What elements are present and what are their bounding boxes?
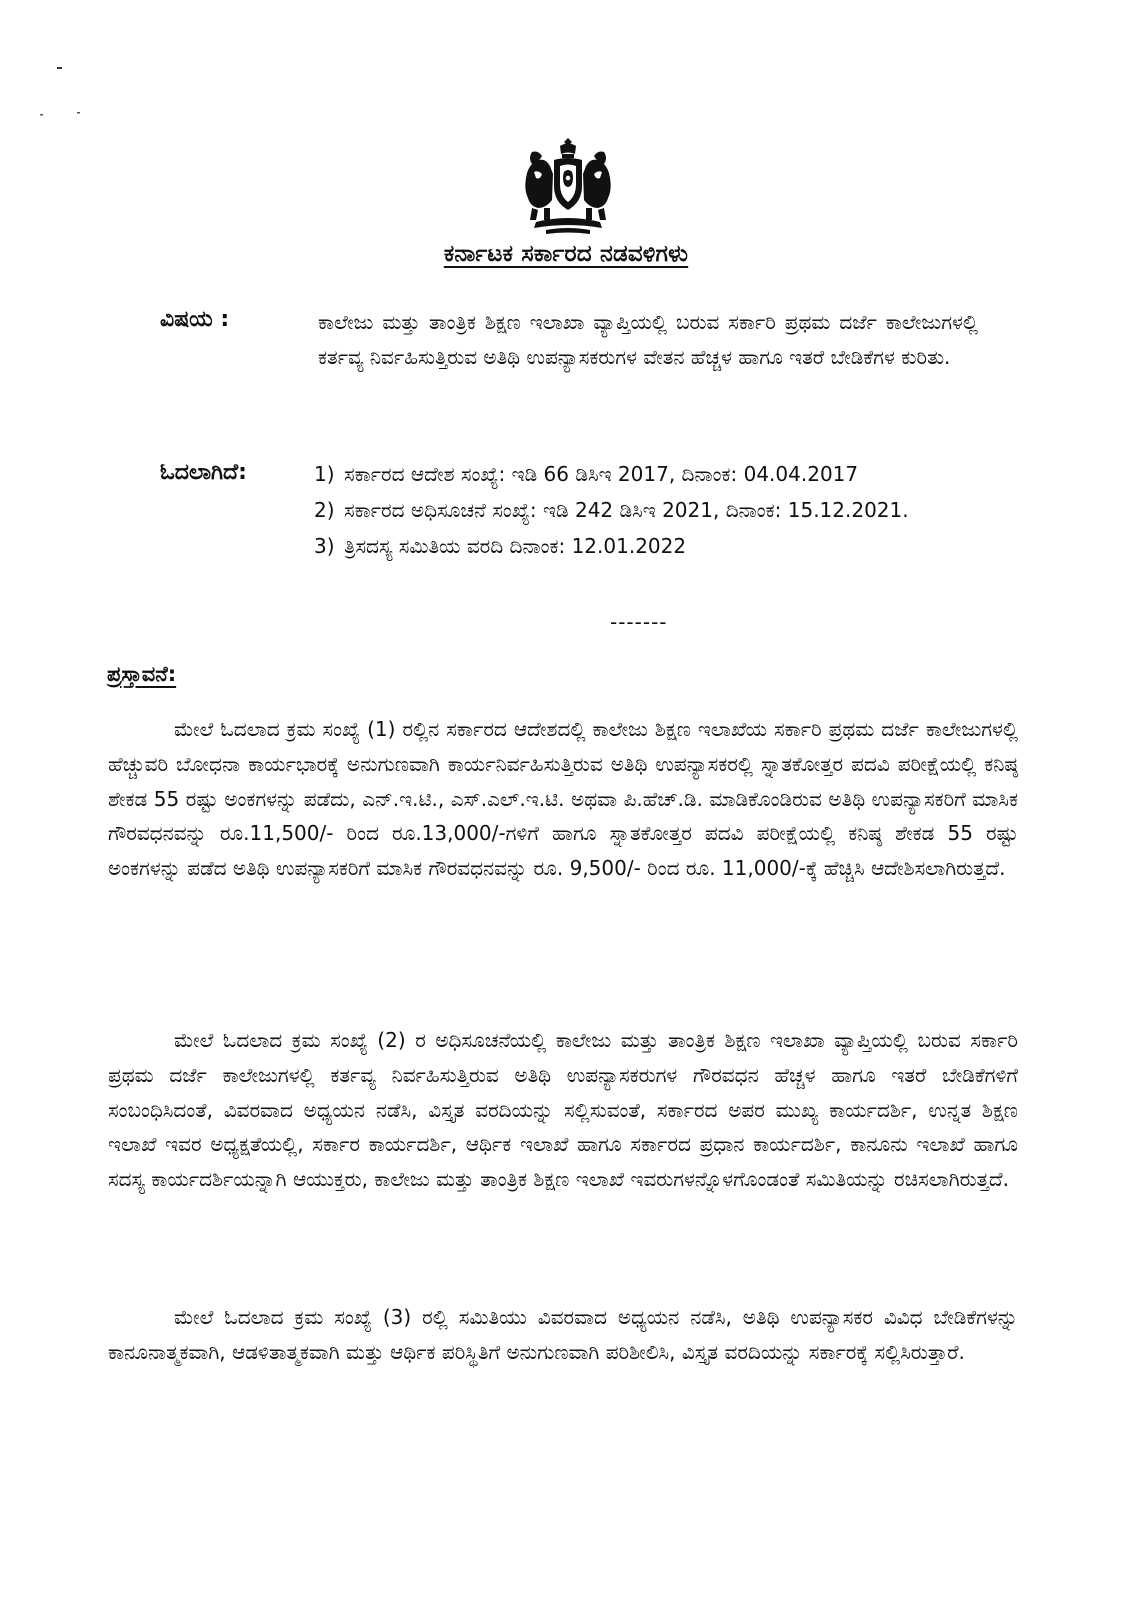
preamble-paragraph-2: ಮೇಲೆ ಓದಲಾದ ಕ್ರಮ ಸಂಖ್ಯೆ (2) ರ ಅಧಿಸೂಚನೆಯಲ್ಲಿ ಕಾಲೇಜು ಮತ್ತು ತಾಂತ್ರಿಕ ಶಿಕ್ಷಣ ಇಲಾಖಾ ವ್ಯಾಪ್ತಿಯಲ್ಲಿ ಬರುವ ಸರ್ಕಾರಿ ಪ್ರಥಮ ದರ್ಜೆ ಕಾಲೇಜುಗಳಲ್ಲಿ ಕರ್ತವ್ಯ ನಿರ್ವಹಿಸುತ್ತಿರುವ ಅತಿಥಿ ಉಪನ್ಯಾಸಕರುಗಳ ಗೌರವಧನ ಹೆಚ್ಚಳ ಹಾಗೂ ಇತರೆ ಬೇಡಿಕೆಗಳಿಗೆ ಸಂಬಂಧಿಸಿದಂತೆ, ವಿವರವಾದ ಅಧ್ಯಯನ ನಡೆಸಿ, ವಿಸ್ತೃತ ವರದಿಯನ್ನು ಸಲ್ಲಿಸುವಂತೆ, ಸರ್ಕಾರದ ಅಪರ ಮುಖ್ಯ ಕಾರ್ಯದರ್ಶಿ, ಉನ್ನತ ಶಿಕ್ಷಣ ಇಲಾಖೆ ಇವರ ಅಧ್ಯಕ್ಷತೆಯಲ್ಲಿ, ಸರ್ಕಾರ ಕಾರ್ಯದರ್ಶಿ, ಆರ್ಥಿಕ ಇಲಾಖೆ ಹಾಗೂ ಸರ್ಕಾರದ ಪ್ರಧಾನ ಕಾರ್ಯದರ್ಶಿ, ಕಾನೂನು ಇಲಾಖೆ ಹಾಗೂ ಸದಸ್ಯ ಕಾರ್ಯದರ್ಶಿಯನ್ನಾಗಿ ಆಯುಕ್ತರು, ಕಾಲೇಜು ಮತ್ತು ತಾಂತ್ರಿಕ ಶಿಕ್ಷಣ ಇಲಾಖೆ ಇವರುಗಳನ್ನೊಳಗೊಂಡಂತೆ ಸಮಿತಿಯನ್ನು ರಚಿಸಲಾಗಿರುತ್ತದೆ. [108, 1028, 1018, 1192]
preamble-paragraph-1: ಮೇಲೆ ಓದಲಾದ ಕ್ರಮ ಸಂಖ್ಯೆ (1) ರಲ್ಲಿನ ಸರ್ಕಾರದ ಆದೇಶದಲ್ಲಿ ಕಾಲೇಜು ಶಿಕ್ಷಣ ಇಲಾಖೆಯ ಸರ್ಕಾರಿ ಪ್ರಥಮ ದರ್ಜೆ ಕಾಲೇಜುಗಳಲ್ಲಿ ಹೆಚ್ಚುವರಿ ಬೋಧನಾ ಕಾರ್ಯಭಾರಕ್ಕೆ ಅನುಗುಣವಾಗಿ ಕಾರ್ಯನಿರ್ವಹಿಸುತ್ತಿರುವ ಅತಿಥಿ ಉಪನ್ಯಾಸಕರಲ್ಲಿ ಸ್ನಾತಕೋತ್ತರ ಪದವಿ ಪರೀಕ್ಷೆಯಲ್ಲಿ ಕನಿಷ್ಠ ಶೇಕಡ 55 ರಷ್ಟು ಅಂಕಗಳನ್ನು ಪಡೆದು, ಎನ್.ಇ.ಟಿ., ಎಸ್.ಎಲ್.ಇ.ಟಿ. ಅಥವಾ ಪಿ.ಹೆಚ್.ಡಿ. ಮಾಡಿಕೊಂಡಿರುವ ಅತಿಥಿ ಉಪನ್ಯಾಸಕರಿಗೆ ಮಾಸಿಕ ಗೌರವಧನವನ್ನು ರೂ.11,500/- ರಿಂದ ರೂ.13,000/-ಗಳಿಗೆ ಹಾಗೂ ಸ್ನಾತಕೋತ್ತರ ಪದವಿ ಪರೀಕ್ಷೆಯಲ್ಲಿ ಕನಿಷ್ಠ ಶೇಕಡ 55 ರಷ್ಟು ಅಂಕಗಳನ್ನು ಪಡೆದ ಅತಿಥಿ ಉಪನ್ಯಾಸಕರಿಗೆ ಮಾಸಿಕ ಗೌರವಧನವನ್ನು ರೂ. 9,500/- ರಿಂದ ರೂ. 11,000/-ಕ್ಕೆ ಹೆಚ್ಚಿಸಿ ಆದೇಶಿಸಲಾಗಿರುತ್ತದೆ. [108, 717, 1018, 881]
reference-number: 2) [314, 498, 335, 522]
references-list [314, 458, 954, 562]
reference-item [314, 494, 954, 526]
preamble-title: ಪ್ರಸ್ತಾವನೆ: [107, 662, 177, 686]
reference-text: ತ್ರಿಸದಸ್ಯ ಸಮಿತಿಯ ವರದಿ ದಿನಾಂಕ: 12.01.2022 [344, 534, 687, 558]
reference-number: 3) [314, 534, 335, 558]
references-label: ಓದಲಾಗಿದೆ: [160, 460, 247, 485]
reference-text: ಸರ್ಕಾರದ ಅಧಿಸೂಚನೆ ಸಂಖ್ಯೆ: ಇಡಿ 242 ಡಿಸಿಇ 2021, ದಿನಾಂಕ: 15.12.2021. [344, 498, 909, 522]
karnataka-state-emblem-icon [520, 138, 616, 238]
reference-item [314, 530, 954, 562]
document-heading [0, 241, 1132, 267]
subject-text: ಕಾಲೇಜು ಮತ್ತು ತಾಂತ್ರಿಕ ಶಿಕ್ಷಣ ಇಲಾಖಾ ವ್ಯಾಪ್ತಿಯಲ್ಲಿ ಬರುವ ಸರ್ಕಾರಿ ಪ್ರಥಮ ದರ್ಜೆ ಕಾಲೇಜುಗಳಲ್ಲಿ ಕರ್ತವ್ಯ ನಿರ್ವಹಿಸುತ್ತಿರುವ ಅತಿಥಿ ಉಪನ್ಯಾಸಕರುಗಳ ವೇತನ ಹೆಚ್ಚಳ ಹಾಗೂ ಇತರೆ ಬೇಡಿಕೆಗಳ ಕುರಿತು. [318, 310, 978, 369]
scan-speck-marks [30, 60, 100, 130]
reference-number: 1) [314, 462, 335, 486]
document-heading-text: ಕರ್ನಾಟಕ ಸರ್ಕಾರದ ನಡವಳಿಗಳು [443, 241, 689, 267]
reference-text: ಸರ್ಕಾರದ ಆದೇಶ ಸಂಖ್ಯೆ: ಇಡಿ 66 ಡಿಸಿಇ 2017, ದಿನಾಂಕ: 04.04.2017 [344, 462, 859, 486]
subject-label: ವಿಷಯ : [160, 307, 230, 332]
preamble-paragraph-3: ಮೇಲೆ ಓದಲಾದ ಕ್ರಮ ಸಂಖ್ಯೆ (3) ರಲ್ಲಿ ಸಮಿತಿಯು ವಿವರವಾದ ಅಧ್ಯಯನ ನಡೆಸಿ, ಅತಿಥಿ ಉಪನ್ಯಾಸಕರ ವಿವಿಧ ಬೇಡಿಕೆಗಳನ್ನು ಕಾನೂನಾತ್ಮಕವಾಗಿ, ಆಡಳಿತಾತ್ಮಕವಾಗಿ ಮತ್ತು ಆರ್ಥಿಕ ಪರಿಸ್ಥಿತಿಗೆ ಅನುಗುಣವಾಗಿ ಪರಿಶೀಲಿಸಿ, ವಿಸ್ತೃತ ವರದಿಯನ್ನು ಸರ್ಕಾರಕ್ಕೆ ಸಲ್ಲಿಸಿರುತ್ತಾರೆ. [108, 1305, 1018, 1364]
references-separator: ------- [610, 610, 668, 634]
reference-item [314, 458, 954, 490]
